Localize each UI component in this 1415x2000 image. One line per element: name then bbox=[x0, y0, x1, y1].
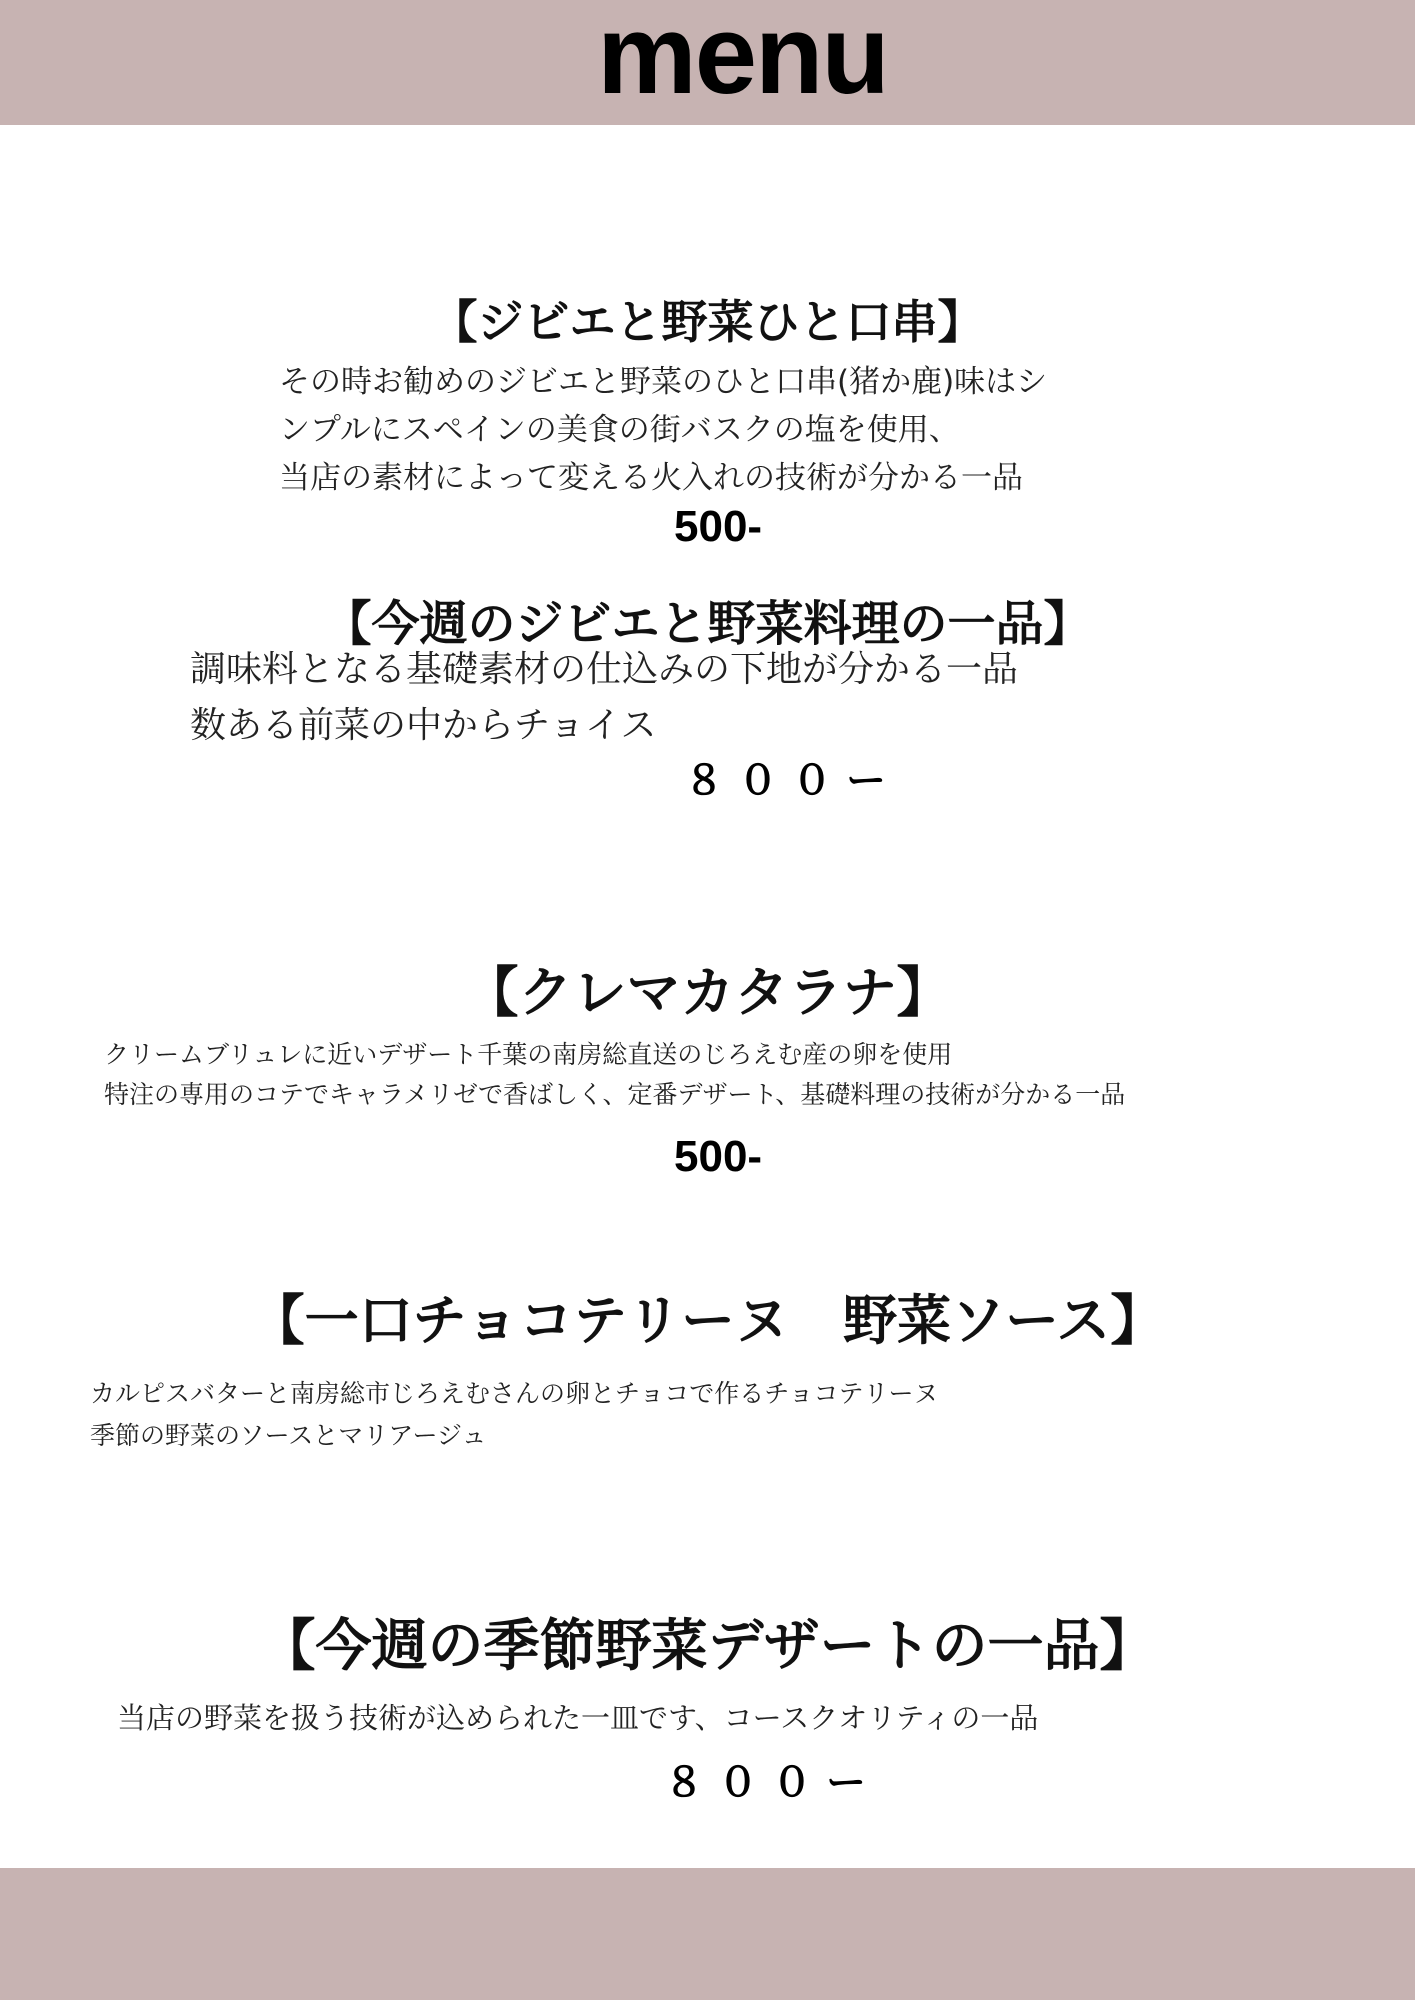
menu-item-description: 調味料となる基礎素材の仕込みの下地が分かる一品 数ある前菜の中からチョイス bbox=[190, 649, 1019, 746]
menu-item-title: 【クレマカタラナ】 bbox=[464, 960, 951, 1024]
menu-item-title: 【今週の季節野菜デザートの一品】 bbox=[259, 1613, 1156, 1679]
menu-item-title: 【今週のジビエと野菜料理の一品】 bbox=[323, 596, 1092, 652]
menu-item-price: ８００ー bbox=[684, 758, 900, 804]
header-band bbox=[0, 0, 1415, 125]
menu-item-price: 500- bbox=[674, 1132, 763, 1181]
footer-band bbox=[0, 1868, 1415, 2000]
menu-item-description: 当店の野菜を扱う技術が込められた一皿です、コースクオリティの一品 bbox=[117, 1701, 1039, 1735]
menu-item-title: 【ジビエと野菜ひと口串】 bbox=[431, 295, 984, 349]
menu-item-title: 【一口チョコテリーヌ 野菜ソース】 bbox=[250, 1288, 1165, 1352]
menu-item-price: ８００ー bbox=[664, 1760, 880, 1806]
menu-item-description: クリームブリュレに近いデザート千葉の南房総直送のじろえむ産の卵を使用 特注の専用のコテでキャラメリゼで香ばしく、定番デザート、基礎料理の技術が分かる一品 bbox=[104, 1040, 1126, 1109]
menu-item-description: その時お勧めのジビエと野菜のひと口串(猪か鹿)味はシ ンプルにスペインの美食の街バスクの塩を使用、 当店の素材によって変える火入れの技術が分かる一品 bbox=[279, 364, 1048, 496]
menu-item-price: 500- bbox=[674, 502, 763, 551]
menu-item-description: カルピスバターと南房総市じろえむさんの卵とチョコで作るチョコテリーヌ 季節の野菜のソースとマリアージュ bbox=[90, 1379, 939, 1450]
page-title: menu bbox=[597, 0, 888, 117]
